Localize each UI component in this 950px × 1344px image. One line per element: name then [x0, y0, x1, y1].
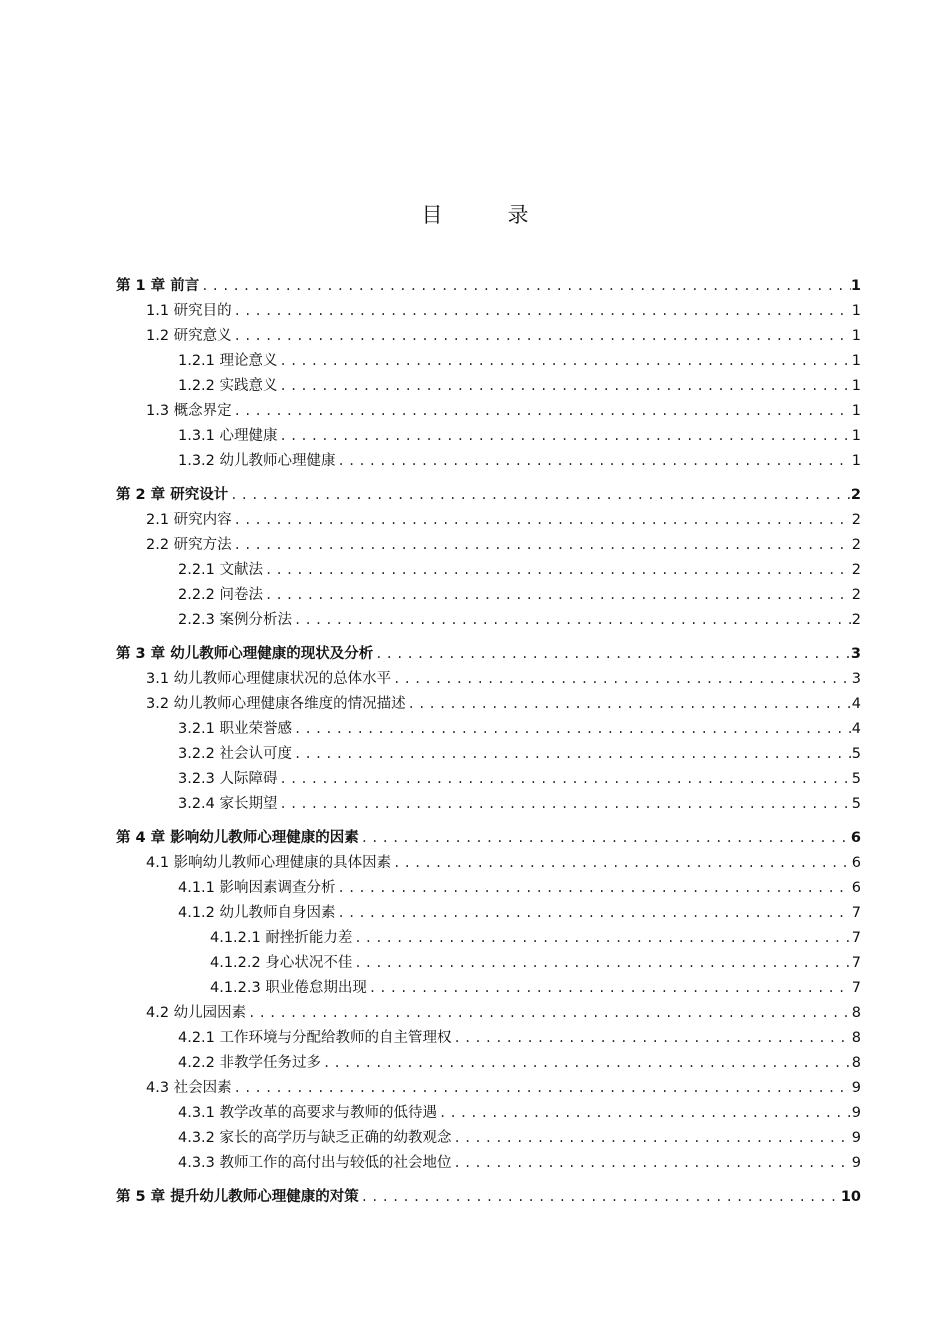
toc-page-number: 1 — [851, 428, 861, 444]
toc-entry[interactable] — [116, 973, 861, 998]
dot-leader — [263, 585, 851, 605]
toc-entry-label: 2.2.1 文献法 — [178, 562, 264, 578]
toc-page-number: 9 — [851, 1080, 861, 1096]
toc-entry-label: 4.1.2.3 职业倦怠期出现 — [210, 980, 367, 996]
toc-entry-label: 第 5 章 提升幼儿教师心理健康的对策 — [116, 1189, 359, 1205]
toc-entry-label: 3.2.1 职业荣誉感 — [178, 721, 293, 737]
toc-entry-label: 1.3.1 心理健康 — [178, 428, 278, 444]
toc-entry[interactable] — [116, 1023, 861, 1048]
toc-entry-label: 1.3 概念界定 — [146, 403, 232, 419]
toc-entry-label: 3.2.4 家长期望 — [178, 796, 278, 812]
toc-entry[interactable] — [116, 848, 861, 873]
toc-entry[interactable] — [116, 764, 861, 789]
toc-page-number: 2 — [851, 612, 861, 628]
toc-page-number: 7 — [851, 955, 861, 971]
toc-chapter-entry[interactable] — [116, 1181, 861, 1207]
toc-page-number: 6 — [851, 880, 861, 896]
toc-page-number: 1 — [851, 378, 861, 394]
toc-page-number: 1 — [851, 303, 861, 319]
toc-entry-label: 4.3.3 教师工作的高付出与较低的社会地位 — [178, 1155, 452, 1171]
dot-leader — [406, 694, 851, 714]
toc-entry[interactable] — [116, 605, 861, 630]
toc-page-number: 2 — [850, 487, 861, 503]
toc-chapter-entry[interactable] — [116, 270, 861, 296]
toc-page-number: 1 — [851, 328, 861, 344]
toc-page-number: 3 — [850, 646, 861, 662]
toc-entry[interactable] — [116, 789, 861, 814]
toc-entry-label: 1.1 研究目的 — [146, 303, 232, 319]
toc-entry[interactable] — [116, 664, 861, 689]
dot-leader — [452, 1153, 851, 1173]
toc-entry-label: 3.2.2 社会认可度 — [178, 746, 293, 762]
toc-page-number: 2 — [851, 587, 861, 603]
toc-page-number: 4 — [851, 721, 861, 737]
toc-page-number: 5 — [851, 796, 861, 812]
dot-leader — [292, 744, 851, 764]
page-title: 目 录 — [421, 203, 551, 227]
dot-leader — [292, 610, 851, 630]
toc-entry-label: 4.3.2 家长的高学历与缺乏正确的幼教观念 — [178, 1130, 452, 1146]
toc-entry[interactable] — [116, 371, 861, 396]
toc-chapter-entry[interactable] — [116, 638, 861, 664]
toc-page-number: 7 — [851, 980, 861, 996]
dot-leader — [352, 928, 851, 948]
dot-leader — [199, 276, 851, 296]
toc-page-number: 9 — [851, 1130, 861, 1146]
toc-entry[interactable] — [116, 580, 861, 605]
dot-leader — [232, 510, 851, 530]
toc-entry[interactable] — [116, 321, 861, 346]
toc-entry[interactable] — [116, 689, 861, 714]
toc-entry[interactable] — [116, 505, 861, 530]
toc-page-number: 6 — [851, 855, 861, 871]
toc-entry-label: 1.2.2 实践意义 — [178, 378, 278, 394]
toc-entry-label: 第 2 章 研究设计 — [116, 487, 229, 503]
dot-leader — [452, 1128, 851, 1148]
dot-leader — [391, 853, 851, 873]
toc-entry-label: 1.2.1 理论意义 — [178, 353, 278, 369]
dot-leader — [232, 326, 851, 346]
dot-leader — [246, 1003, 851, 1023]
toc-entry-label: 4.2 幼儿园因素 — [146, 1005, 247, 1021]
toc-page-number: 8 — [851, 1005, 861, 1021]
toc-page-number: 7 — [851, 930, 861, 946]
toc-entry[interactable] — [116, 1148, 861, 1173]
dot-leader — [263, 560, 851, 580]
toc-entry[interactable] — [116, 1048, 861, 1073]
toc-entry[interactable] — [116, 1123, 861, 1148]
toc-entry[interactable] — [116, 898, 861, 923]
toc-entry[interactable] — [116, 1098, 861, 1123]
table-of-contents — [116, 270, 861, 1207]
dot-leader — [336, 903, 851, 923]
toc-entry[interactable] — [116, 948, 861, 973]
toc-entry-label: 第 1 章 前言 — [116, 278, 200, 294]
toc-page-number: 2 — [851, 562, 861, 578]
dot-leader — [336, 878, 851, 898]
dot-leader — [278, 351, 851, 371]
toc-entry-label: 3.1 幼儿教师心理健康状况的总体水平 — [146, 671, 392, 687]
dot-leader — [336, 451, 851, 471]
toc-entry-label: 4.1 影响幼儿教师心理健康的具体因素 — [146, 855, 392, 871]
dot-leader — [367, 978, 851, 998]
toc-entry[interactable] — [116, 555, 861, 580]
dot-leader — [228, 485, 851, 505]
dot-leader — [278, 794, 851, 814]
toc-page-number: 9 — [851, 1105, 861, 1121]
dot-leader — [359, 828, 851, 848]
toc-entry[interactable] — [116, 998, 861, 1023]
dot-leader — [232, 535, 851, 555]
toc-chapter-entry[interactable] — [116, 822, 861, 848]
toc-entry-label: 1.3.2 幼儿教师心理健康 — [178, 453, 336, 469]
toc-entry-label: 3.2 幼儿教师心理健康各维度的情况描述 — [146, 696, 406, 712]
toc-entry[interactable] — [116, 714, 861, 739]
dot-leader — [391, 669, 851, 689]
toc-entry-label: 4.1.2.1 耐挫折能力差 — [210, 930, 353, 946]
toc-entry[interactable] — [116, 421, 861, 446]
dot-leader — [292, 719, 851, 739]
toc-page-number: 4 — [851, 696, 861, 712]
toc-entry[interactable] — [116, 923, 861, 948]
dot-leader — [359, 1187, 841, 1207]
toc-entry-label: 2.2.3 案例分析法 — [178, 612, 293, 628]
toc-page-number: 1 — [850, 278, 861, 294]
dot-leader — [452, 1028, 851, 1048]
toc-entry-label: 第 4 章 影响幼儿教师心理健康的因素 — [116, 830, 359, 846]
toc-entry-label: 2.1 研究内容 — [146, 512, 232, 528]
toc-page-number: 5 — [851, 746, 861, 762]
toc-page-number: 2 — [851, 512, 861, 528]
toc-entry-label: 1.2 研究意义 — [146, 328, 232, 344]
toc-entry[interactable] — [116, 346, 861, 371]
toc-page-number: 6 — [850, 830, 861, 846]
dot-leader — [278, 426, 851, 446]
toc-entry-label: 3.2.3 人际障碍 — [178, 771, 278, 787]
toc-entry-label: 4.3 社会因素 — [146, 1080, 232, 1096]
toc-entry-label: 4.2.1 工作环境与分配给教师的自主管理权 — [178, 1030, 452, 1046]
toc-entry-label: 4.1.2.2 身心状况不佳 — [210, 955, 353, 971]
toc-entry[interactable] — [116, 396, 861, 421]
toc-entry-label: 4.1.1 影响因素调查分析 — [178, 880, 336, 896]
toc-entry[interactable] — [116, 446, 861, 471]
toc-page-number: 10 — [840, 1189, 861, 1205]
toc-entry-label: 4.1.2 幼儿教师自身因素 — [178, 905, 336, 921]
toc-page-number: 5 — [851, 771, 861, 787]
toc-page-number: 8 — [851, 1055, 861, 1071]
toc-page-number: 3 — [851, 671, 861, 687]
toc-entry[interactable] — [116, 1073, 861, 1098]
dot-leader — [373, 644, 851, 664]
dot-leader — [321, 1053, 851, 1073]
toc-entry-label: 2.2.2 问卷法 — [178, 587, 264, 603]
dot-leader — [278, 376, 851, 396]
toc-entry[interactable] — [116, 296, 861, 321]
dot-leader — [232, 1078, 851, 1098]
toc-entry[interactable] — [116, 739, 861, 764]
toc-entry-label: 2.2 研究方法 — [146, 537, 232, 553]
toc-entry-label: 4.3.1 教学改革的高要求与教师的低待遇 — [178, 1105, 438, 1121]
dot-leader — [232, 401, 851, 421]
toc-page-number: 1 — [851, 353, 861, 369]
toc-page-number: 9 — [851, 1155, 861, 1171]
toc-page-number: 1 — [851, 453, 861, 469]
dot-leader — [352, 953, 851, 973]
toc-entry[interactable] — [116, 873, 861, 898]
toc-entry-label: 第 3 章 幼儿教师心理健康的现状及分析 — [116, 646, 374, 662]
toc-page-number: 8 — [851, 1030, 861, 1046]
toc-page-number: 7 — [851, 905, 861, 921]
dot-leader — [437, 1103, 851, 1123]
dot-leader — [278, 769, 851, 789]
toc-page-number: 1 — [851, 403, 861, 419]
toc-entry[interactable] — [116, 530, 861, 555]
toc-page-number: 2 — [851, 537, 861, 553]
toc-chapter-entry[interactable] — [116, 479, 861, 505]
toc-entry-label: 4.2.2 非教学任务过多 — [178, 1055, 322, 1071]
dot-leader — [232, 301, 851, 321]
